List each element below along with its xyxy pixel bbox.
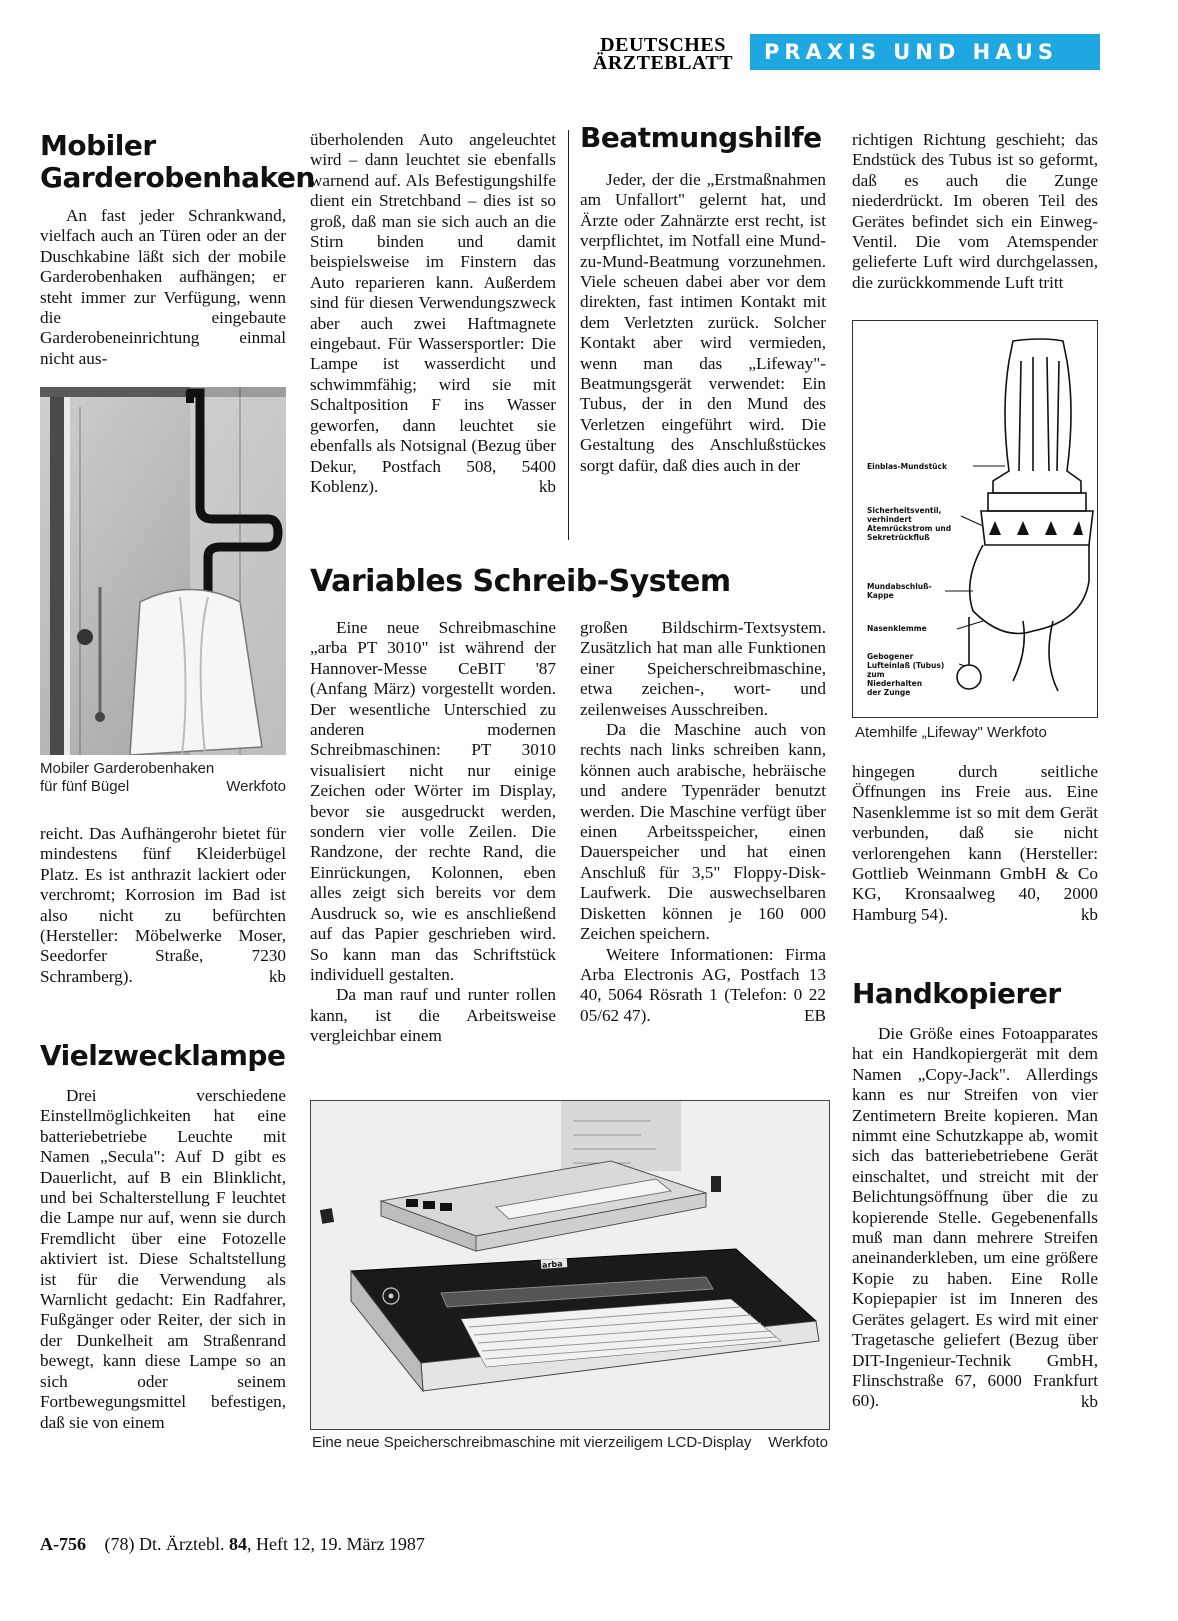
typewriter-photo — [310, 1100, 830, 1430]
beatmung-text-a — [580, 170, 826, 476]
lampe-text-a — [40, 1086, 286, 1433]
garderobe-caption-row2 — [40, 778, 286, 796]
beatmung-paragraph-1c: hingegen durch seitliche Öffnungen ins Freie aus. Eine Nasenklemme ist so mit dem Gerät verbunden, daß sie nicht verlorengehen kann (Hersteller: Gottlieb Weinmann GmbH & Co KG, Kronsaalweg 40, 2000 Hamburg 54). — [852, 762, 1098, 924]
footer-suffix: , Heft 12, 19. März 1987 — [246, 1534, 425, 1554]
schreib-sign: EB — [804, 1006, 826, 1026]
beatmung-text-c — [852, 762, 1098, 926]
label-luft-2: Lufteinlaß (Tubus) — [867, 661, 945, 670]
beatmung-title: Beatmungshilfe — [580, 121, 822, 154]
garderobe-paragraph-1a: An fast jeder Schrankwand, vielfach auch an Türen oder an der Duschkabine läßt sich der mobile Garderobenhaken aufhängen; er steht immer zur Verfügung, wenn die eingebaute Garderobeneinrichtung einmal nicht aus- — [40, 206, 286, 368]
kopierer-title: Handkopierer — [852, 977, 1061, 1010]
footer-volume: 84 — [228, 1534, 247, 1554]
lampe-sign: kb — [538, 477, 556, 497]
label-mundstueck: Einblas-Mundstück — [867, 462, 947, 471]
typewriter-caption-text: Eine neue Speicherschreibmaschine mit vierzeiligem LCD-Display — [312, 1434, 752, 1451]
lifeway-diagram — [853, 321, 1097, 717]
label-ventil-3: Atemrückstrom und — [867, 524, 952, 533]
lampe-text-b — [310, 130, 556, 498]
kopierer-sign: kb — [1080, 1391, 1098, 1411]
masthead-line2: ÄRZTEBLATT — [592, 52, 734, 74]
column-rule — [568, 130, 569, 540]
footer-prefix: (78) Dt. Ärztebl. — [104, 1534, 225, 1554]
page-number: A-756 — [40, 1534, 86, 1554]
schreib-text-b — [580, 618, 826, 1027]
schreib-title: Variables Schreib-System — [310, 564, 731, 599]
label-luft-3: zum — [867, 670, 885, 679]
masthead-logo — [580, 36, 746, 72]
typewriter-credit: Werkfoto — [768, 1434, 828, 1451]
label-ventil-1: Sicherheitsventil, — [867, 506, 942, 515]
beatmung-paragraph-1a: Jeder, der die „Erstmaßnahmen am Unfallort" gelernt hat, und Ärzte oder Zahnärzte erst recht, ist verpflichtet, im Notfall eine Mund-zu-Mund-Beatmung vorzunehmen. Viele scheuen dabei aber vor dem direkten, fast intimen Kontakt mit dem Verletzten zurück. Solcher Kontakt aber wird vermieden, wenn man das „Lifeway"-Beatmungsgerät verwendet: Ein Tubus, der in den Mund des Verletzen eingeführt wird. Die Gestaltung des Anschlußstückes sorgt dafür, daß dies auch in der — [580, 170, 826, 475]
lampe-paragraph-1a: Drei verschiedene Einstellmöglichkeiten hat eine batteriebetriebe Leuchte mit Namen „Secula": Auf D gibt es Dauerlicht, auf B ein Blinklicht, und bei Schalterstellung F leuchtet die Lampe nur auf, wenn sie durch Fremdlicht über eine Fotozelle aktiviert ist. Diese Schaltstellung ist für die Verwendung als Warnlicht gedacht: Ein Radfahrer, Fußgänger oder Reiter, der sich in der Dunkelheit am Straßenrand bewegt, kann diese Lampe so an sich oder seinem Fortbewegungsmittel befestigen, daß sie von einem — [40, 1086, 286, 1432]
schreib-text-a — [310, 618, 556, 1047]
label-nasenklemme: Nasenklemme — [867, 624, 927, 633]
garderobe-text-top — [40, 206, 286, 369]
lifeway-caption — [855, 724, 1101, 742]
schreib-paragraph-2a: Da man rauf und runter rollen kann, ist die Arbeitsweise vergleichbar einem — [310, 985, 556, 1046]
lifeway-credit: Werkfoto — [987, 724, 1047, 741]
garderobe-photo — [40, 387, 286, 755]
schreib-paragraph-2b: großen Bildschirm-Textsystem. Zusätzlich hat man alle Funktionen einer Speicherschreibmaschine, etwa zeichen-, wort- und zeilenweises Ausschreiben. — [580, 618, 826, 719]
garderobe-credit: Werkfoto — [226, 778, 286, 795]
arba-logo: arba — [541, 1259, 563, 1270]
garderobe-sign: kb — [268, 967, 286, 987]
section-badge: PRAXIS UND HAUS — [750, 34, 1100, 70]
garderobe-caption — [40, 760, 286, 796]
page-footer — [40, 1534, 640, 1555]
garderobe-title-line1: Mobiler — [40, 129, 156, 162]
typewriter-image — [311, 1101, 829, 1429]
garderobe-caption-line2: für fünf Bügel — [40, 778, 130, 795]
garderobe-paragraph-1b: reicht. Das Aufhängerohr bietet für mindestens fünf Kleiderbügel Platz. Es ist anthrazit lackiert oder verchromt; Korrosion im Bad ist also nicht zu befürchten (Hersteller: Möbelwerke Moser, Seedorfer Straße, 7230 Schramberg). — [40, 824, 286, 986]
label-kappe-2: Kappe — [867, 591, 894, 600]
beatmung-sign: kb — [1080, 905, 1098, 925]
garderobe-caption-line1: Mobiler Garderobenhaken — [40, 760, 215, 777]
label-ventil-4: Sekretrückfluß — [867, 533, 930, 542]
lampe-paragraph-1b: überholenden Auto angeleuchtet wird – dann leuchtet sie ebenfalls warnend auf. Als Befestigungshilfe dient ein Stretchband – dies ist so groß, daß man sie sich auch an die Stirn binden und damit beispielsweise im Finstern das Auto reparieren kann. Außerdem sind für diesen Verwendungszweck aber auch zwei Haftmagnete eingebaut. Für Wassersportler: Die Lampe ist wasserdicht und schwimmfähig; wird sie mit Schaltposition F ins Wasser geworfen, dann leuchtet sie ebenfalls als Notsignal (Bezug über Dekur, Postfach 508, 5400 Koblenz). — [310, 130, 556, 496]
schreib-paragraph-3: Da die Maschine auch von rechts nach links schreiben kann, können auch arabische, hebräische und andere Typenräder benutzt werden. Die Maschine verfügt über einen Arbeitsspeicher, einen Dauerspeicher und hat einen Anschluß für 3,5" Floppy-Disk-Laufwerk. Die auswechselbaren Disketten können je 160 000 Zeichen speichern. — [580, 720, 826, 944]
garderobe-text-bottom — [40, 824, 286, 988]
label-luft-4: Niederhalten — [867, 679, 923, 688]
schreib-paragraph-4: Weitere Informationen: Firma Arba Electronis AG, Postfach 13 40, 5064 Rösrath 1 (Telefon: 0 22 05/62 47). — [580, 944, 826, 1025]
typewriter-caption — [312, 1434, 828, 1452]
lifeway-figure — [852, 320, 1098, 718]
garderobe-title-line2: Garderobenhaken — [40, 161, 315, 194]
label-luft-5: der Zunge — [867, 688, 911, 697]
label-ventil-2: verhindert — [867, 515, 912, 524]
masthead-line1: DEUTSCHES — [600, 34, 726, 56]
garderobe-title — [40, 129, 315, 194]
lampe-title: Vielzwecklampe — [40, 1039, 286, 1072]
beatmung-paragraph-1b: richtigen Richtung geschieht; das Endstück des Tubus ist so geformt, daß es auch die Zunge niederdrückt. Im oberen Teil des Gerätes befindet sich ein Einweg-Ventil. Die vom Atemspender gelieferte Luft wird durchgelassen, die zurückkommende Luft tritt — [852, 130, 1098, 292]
kopierer-text — [852, 1024, 1098, 1412]
label-luft-1: Gebogener — [867, 652, 914, 661]
lifeway-caption-text: Atemhilfe „Lifeway" — [855, 724, 983, 741]
label-kappe-1: Mundabschluß- — [867, 582, 932, 591]
schreib-paragraph-1: Eine neue Schreibmaschine „arba PT 3010" ist während der Hannover-Messe CeBIT '87 (Anfang März) vorgestellt worden. Der wesentliche Unterschied zu anderen modernen Schreibmaschinen: PT 3010 visualisiert nicht nur einige Zeichen oder Wörter im Display, bevor sie ausgedruckt werden, sondern vier volle Zeilen. Die Randzone, der rechte Rand, die Einrückungen, Kolonnen, eben alles zeigt sich bereits vor dem Ausdruck so, wie es anschließend auf das Papier geschrieben wird. So kann man das Schriftstück individuell gestalten. — [310, 618, 556, 984]
kopierer-paragraph-1: Die Größe eines Fotoapparates hat ein Handkopiergerät mit dem Namen „Copy-Jack". Allerdings kann es nur Streifen von vier Zentimetern Breite kopieren. Man nimmt eine Schutzkappe ab, womit sich das batteriebetriebene Gerät einschaltet, und streicht mit der Belichtungsöffnung über die zu kopierende Stelle. Gegebenenfalls muß man dann mehrere Streifen aneinanderkleben, um eine größere Kopie zu haben. Eine Rolle Kopiepapier ist im Inneren des Gerätes gelagert. Es wird mit einer Tragetasche geliefert (Bezug über DIT-Ingenieur-Technik GmbH, Flinschstraße 67, 6000 Frankfurt 60). — [852, 1024, 1098, 1411]
shower-hook-image — [40, 387, 286, 755]
beatmung-text-b — [852, 130, 1098, 293]
